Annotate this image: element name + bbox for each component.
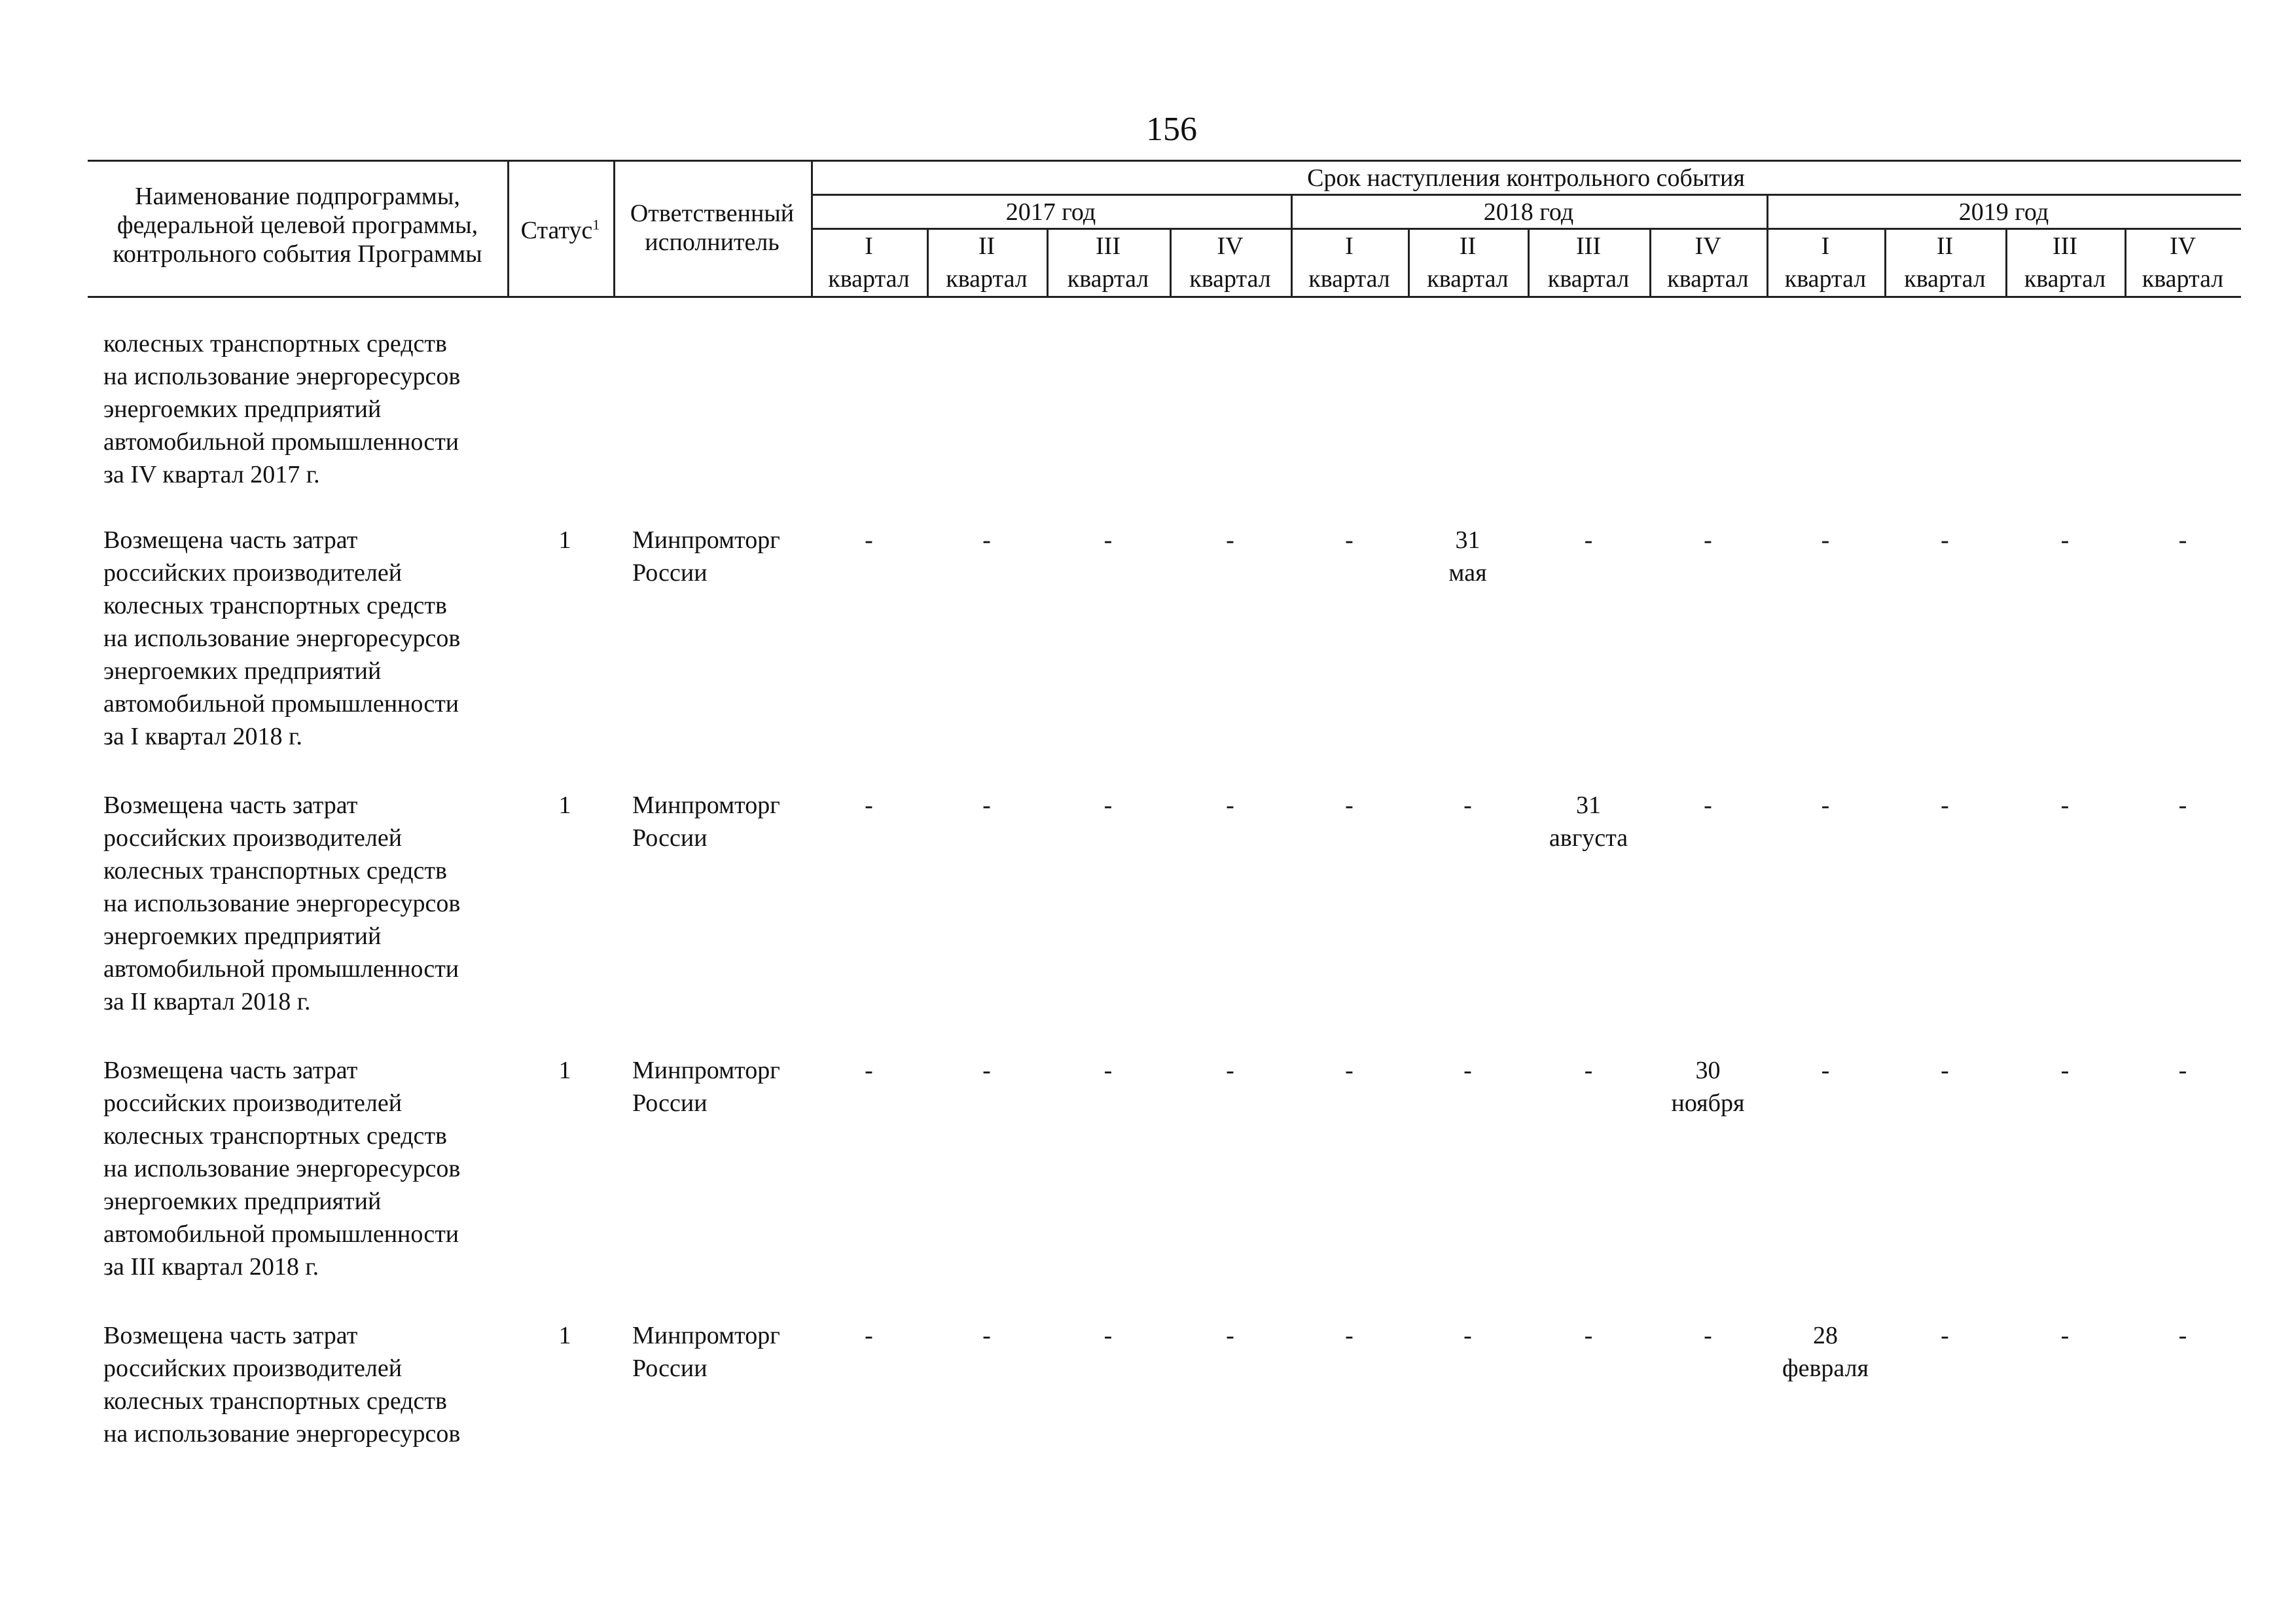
event-name: Возмещена часть затрат российских производителей колесных транспортных средств на использование энергоресурсов энергоемких предприятий автомобильной промышленности за III квартал 2018 г. [103,1057,461,1281]
quarter-cell: - [1226,792,1234,819]
header-quarter-numeral: II [1459,232,1477,260]
quarter-cell: - [982,526,991,554]
header-quarter-numeral: IV [1695,232,1721,260]
header-quarter-numeral: IV [2169,232,2197,260]
header-quarter-word: квартал [1067,265,1149,293]
quarter-cell: - [1704,526,1712,554]
quarter-cell: - [1103,792,1113,819]
header-quarter-word: квартал [1427,265,1509,293]
quarter-cell: - [1463,1057,1472,1084]
quarter-cell: - [1584,1057,1593,1084]
header-quarter-word: квартал [2024,265,2106,293]
header-quarter-word: квартал [1784,265,1867,293]
header-quarter-numeral: I [1821,232,1830,260]
quarter-cell: - [1463,1322,1472,1349]
header-executor-column: Ответственный исполнитель [630,200,795,256]
header-status-column [507,216,613,245]
header-quarter-word: квартал [1667,265,1749,293]
quarter-cell: - [1821,526,1830,554]
quarter-cell: - [1226,526,1234,554]
header-quarter-word: квартал [946,265,1028,293]
header-quarter-word: квартал [1308,265,1390,293]
header-quarter-numeral: II [1936,232,1954,260]
header-quarter-numeral: III [1096,232,1121,260]
header-quarter-numeral: I [865,232,873,260]
header-quarter-numeral: II [978,232,996,260]
quarter-cell: - [1226,1057,1234,1084]
status-footnote-mark: 1 [592,216,600,233]
quarter-cell: - [2178,526,2187,554]
header-quarter-word: квартал [2142,265,2224,293]
header-quarter-numeral: III [1576,232,1601,260]
event-status: 1 [558,1322,571,1349]
quarter-cell: 31 августа [1549,792,1628,852]
event-name: Возмещена часть затрат российских производителей колесных транспортных средств на использование энергоресурсов энергоемких предприятий автомобильной промышленности за I квартал 2018 г. [103,526,461,750]
quarter-cell: - [1941,1322,1949,1349]
quarter-cell: - [1704,1322,1712,1349]
quarter-cell: - [2178,1057,2187,1084]
header-quarter-numeral: IV [1217,232,1244,260]
header-year-2018: 2018 год [1483,198,1574,226]
header-status-label: Статус [520,217,593,244]
header-term-group: Срок наступления контрольного события [1307,164,1745,192]
event-name: колесных транспортных средств на использование энергоресурсов энергоемких предприятий автомобильной промышленности за IV квартал 2017 г. [103,330,461,488]
quarter-cell: - [865,792,873,819]
quarter-cell: 28 февраля [1782,1322,1869,1382]
quarter-cell: - [1103,1322,1113,1349]
header-quarter-word: квартал [1904,265,1986,293]
quarter-cell: - [1345,1322,1354,1349]
quarter-cell: - [1941,1057,1949,1084]
event-executor: Минпромторг России [632,1322,780,1382]
quarter-cell: - [2060,792,2070,819]
quarter-cell: - [1345,526,1354,554]
event-status: 1 [558,526,571,554]
event-executor: Минпромторг России [632,792,780,852]
quarter-cell: 30 ноября [1671,1057,1745,1117]
quarter-cell: - [982,1057,991,1084]
header-quarter-word: квартал [828,265,910,293]
header-quarter-word: квартал [1189,265,1271,293]
event-status: 1 [558,1057,571,1084]
event-name: Возмещена часть затрат российских производителей колесных транспортных средств на использование энергоресурсов энергоемких предприятий автомобильной промышленности за II квартал 2018 г. [103,792,461,1015]
quarter-cell: 31 мая [1448,526,1487,587]
quarter-cell: - [2060,1057,2070,1084]
header-year-2017: 2017 год [1005,198,1096,226]
quarter-cell: - [1463,792,1472,819]
header-name-column: Наименование подпрограммы, федеральной целевой программы, контрольного события Программы [113,183,482,268]
quarter-cell: - [1103,526,1113,554]
quarter-cell: - [2060,1322,2070,1349]
quarter-cell: - [1345,792,1354,819]
quarter-cell: - [865,1322,873,1349]
quarter-cell: - [1821,792,1830,819]
quarter-cell: - [1584,1322,1593,1349]
quarter-cell: - [1226,1322,1234,1349]
quarter-cell: - [865,1057,873,1084]
event-name: Возмещена часть затрат российских производителей колесных транспортных средств на использование энергоресурсов [103,1322,461,1448]
page-number: 156 [1146,111,1197,148]
header-quarter-numeral: III [2053,232,2077,260]
event-executor: Минпромторг России [632,526,780,587]
table-header [88,160,2241,299]
quarter-cell: - [982,1322,991,1349]
quarter-cell: - [865,526,873,554]
quarter-cell: - [1941,792,1949,819]
quarter-cell: - [1584,526,1593,554]
quarter-cell: - [1103,1057,1113,1084]
header-year-2019: 2019 год [1958,198,2049,226]
quarter-cell: - [1704,792,1712,819]
header-quarter-word: квартал [1547,265,1630,293]
header-quarter-numeral: I [1345,232,1354,260]
quarter-cell: - [1941,526,1949,554]
quarter-cell: - [2178,1322,2187,1349]
quarter-cell: - [1821,1057,1830,1084]
event-executor: Минпромторг России [632,1057,780,1117]
event-status: 1 [558,792,571,819]
quarter-cell: - [2060,526,2070,554]
quarter-cell: - [982,792,991,819]
quarter-cell: - [2178,792,2187,819]
quarter-cell: - [1345,1057,1354,1084]
